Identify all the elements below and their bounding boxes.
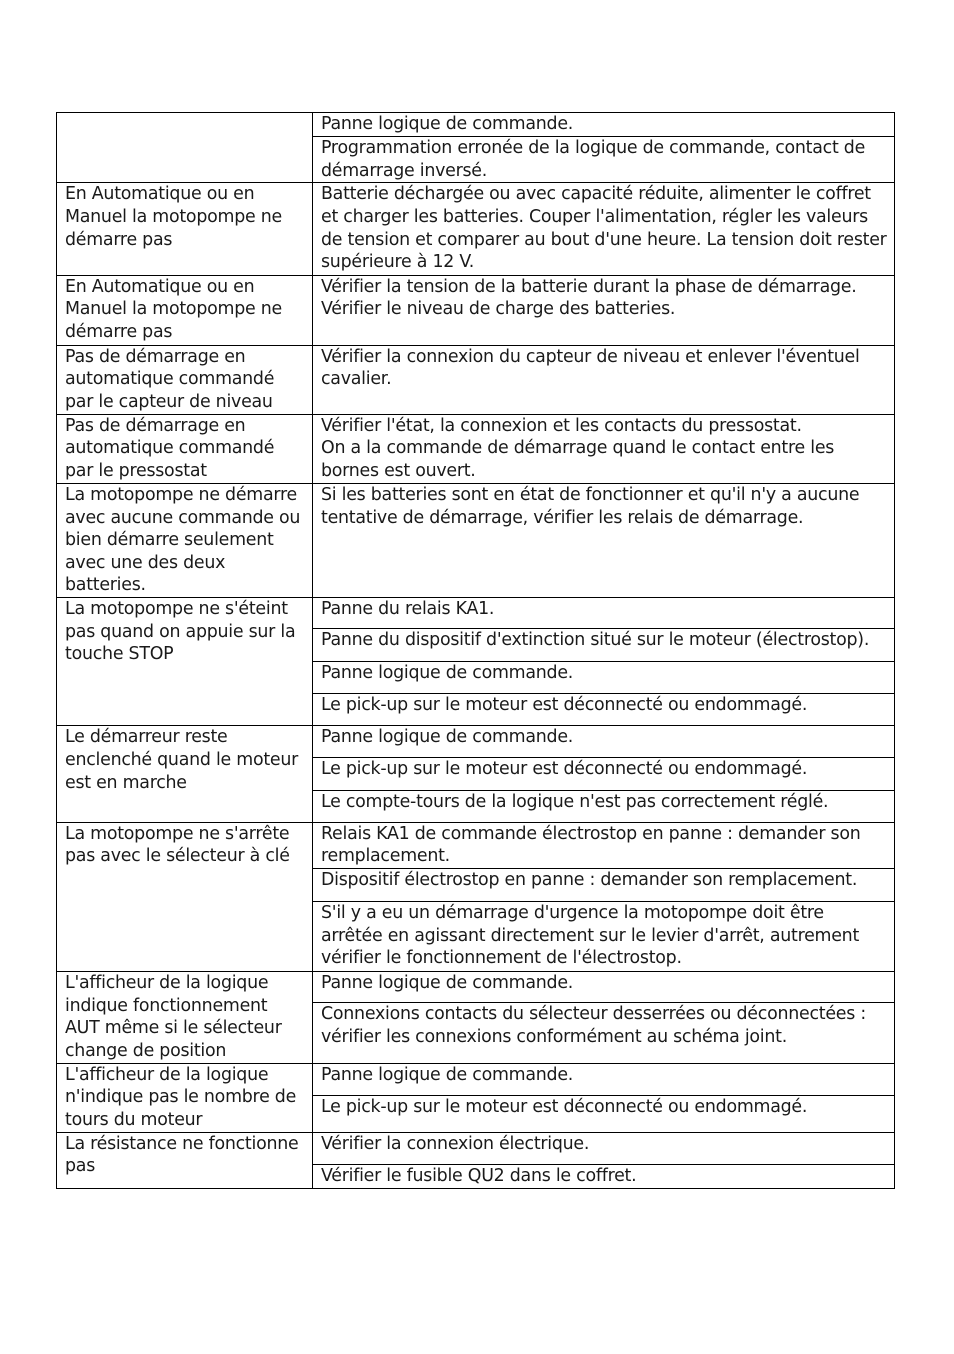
cause-cell: Panne logique de commande.: [313, 1063, 895, 1095]
cause-cell: Vérifier la connexion du capteur de niveau et enlever l'éventuel cavalier.: [313, 345, 895, 414]
table-row: [57, 822, 895, 868]
problem-cell: La résistance ne fonctionne pas: [57, 1132, 313, 1188]
problem-cell: [57, 113, 313, 183]
problem-cell: Pas de démarrage en automatique commandé par le capteur de niveau: [57, 345, 313, 414]
problem-cell: L'afficheur de la logique indique fonctionnement AUT même si le sélecteur change de position: [57, 972, 313, 1064]
table-row: [57, 113, 895, 137]
problem-cell: En Automatique ou en Manuel la motopompe ne démarre pas: [57, 275, 313, 345]
table-row: [57, 483, 895, 597]
problem-cell: En Automatique ou en Manuel la motopompe ne démarre pas: [57, 183, 313, 275]
cause-cell: Programmation erronée de la logique de commande, contact de démarrage inversé.: [313, 137, 895, 183]
table-row: [57, 1132, 895, 1164]
cause-cell: Le compte-tours de la logique n'est pas correctement réglé.: [313, 790, 895, 822]
cause-cell: S'il y a eu un démarrage d'urgence la motopompe doit être arrêtée en agissant directement sur le levier d'arrêt, autrement vérifier le fonctionnement de l'électrostop.: [313, 901, 895, 971]
cause-cell: Batterie déchargée ou avec capacité réduite, alimenter le coffret et charger les batteries. Couper l'alimentation, régler les valeurs de tension et comparer au bout d'une heure. La tension doit rester supérieure à 12 V.: [313, 183, 895, 275]
cause-cell: Vérifier l'état, la connexion et les contacts du pressostat. On a la commande de démarrage quand le contact entre les bornes est ouvert.: [313, 414, 895, 483]
cause-cell: Panne logique de commande.: [313, 662, 895, 694]
problem-cell: L'afficheur de la logique n'indique pas le nombre de tours du moteur: [57, 1063, 313, 1132]
cause-cell: Panne du dispositif d'extinction situé sur le moteur (électrostop).: [313, 629, 895, 662]
cause-cell: Panne logique de commande.: [313, 113, 895, 137]
problem-cell: Pas de démarrage en automatique commandé par le pressostat: [57, 414, 313, 483]
cause-cell: Vérifier le fusible QU2 dans le coffret.: [313, 1164, 895, 1188]
table-row: [57, 598, 895, 629]
table-row: [57, 345, 895, 414]
cause-cell: Dispositif électrostop en panne : demander son remplacement.: [313, 868, 895, 901]
table-row: [57, 183, 895, 275]
troubleshooting-table: [56, 112, 895, 1189]
cause-cell: Connexions contacts du sélecteur desserrées ou déconnectées : vérifier les connexions conformément au schéma joint.: [313, 1003, 895, 1063]
cause-cell: Relais KA1 de commande électrostop en panne : demander son remplacement.: [313, 822, 895, 868]
problem-cell: Le démarreur reste enclenché quand le moteur est en marche: [57, 726, 313, 822]
cause-cell: Le pick-up sur le moteur est déconnecté ou endommagé.: [313, 758, 895, 790]
table-row: [57, 972, 895, 1003]
table-row: [57, 726, 895, 758]
cause-cell: Panne du relais KA1.: [313, 598, 895, 629]
cause-cell: Panne logique de commande.: [313, 726, 895, 758]
table-row: [57, 1063, 895, 1095]
cause-cell: Panne logique de commande.: [313, 972, 895, 1003]
problem-cell: La motopompe ne démarre avec aucune commande ou bien démarre seulement avec une des deux batteries.: [57, 483, 313, 597]
cause-cell: Le pick-up sur le moteur est déconnecté ou endommagé.: [313, 694, 895, 726]
table-row: [57, 414, 895, 483]
problem-cell: La motopompe ne s'éteint pas quand on appuie sur la touche STOP: [57, 598, 313, 726]
cause-cell: Vérifier la connexion électrique.: [313, 1132, 895, 1164]
table-row: [57, 275, 895, 345]
cause-cell: Vérifier la tension de la batterie durant la phase de démarrage. Vérifier le niveau de charge des batteries.: [313, 275, 895, 345]
troubleshooting-table-body: [57, 113, 895, 1189]
cause-cell: Le pick-up sur le moteur est déconnecté ou endommagé.: [313, 1095, 895, 1132]
problem-cell: La motopompe ne s'arrête pas avec le sélecteur à clé: [57, 822, 313, 971]
cause-cell: Si les batteries sont en état de fonctionner et qu'il n'y a aucune tentative de démarrage, vérifier les relais de démarrage.: [313, 483, 895, 597]
